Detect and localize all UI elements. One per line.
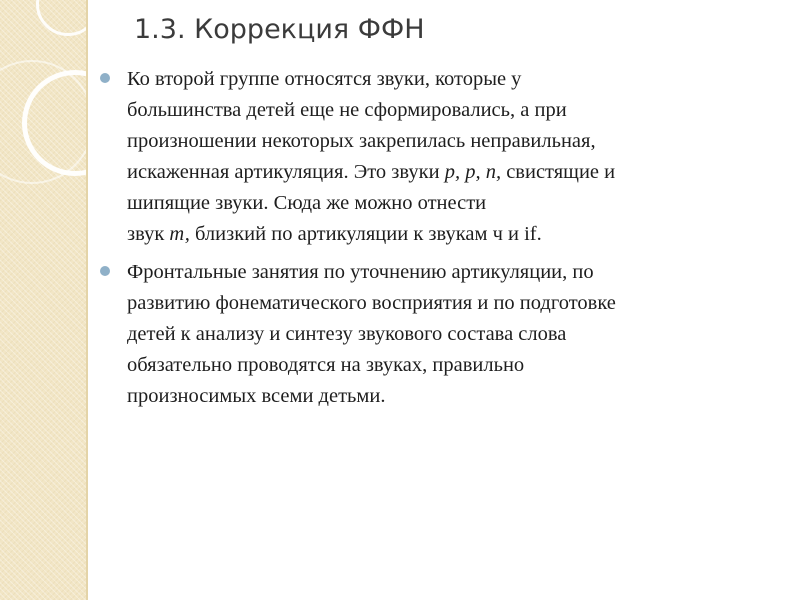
text-line — [127, 157, 792, 188]
text-line: развитию фонематического восприятия и по подготовке — [127, 292, 616, 314]
italic-sound: т, — [169, 223, 190, 245]
slide-title: 1.3. Коррекция ФФН — [134, 14, 425, 45]
text-line: обязательно проводятся на звуках, правильно — [127, 354, 525, 376]
text-line: детей к анализу и синтезу звукового состава слова — [127, 323, 567, 345]
bullet-item-sound-groups — [0, 64, 800, 250]
text-line: Фронтальные занятия по уточнению артикуляции, по — [127, 261, 594, 283]
italic-sounds: р, р, п, — [444, 161, 502, 183]
text-segment: звук — [127, 223, 170, 245]
text-line: большинства детей еще не сформировались, а при — [127, 99, 567, 121]
text-line: шипящие звуки. Сюда же можно отнести — [127, 192, 487, 214]
bullet-dot-icon — [100, 73, 110, 83]
text-segment: искаженная артикуляция. Это звуки — [127, 161, 445, 183]
text-line — [127, 219, 792, 250]
decorative-ring-small — [36, 0, 88, 36]
text-segment: близкий по артикуляции к звукам ч и if. — [189, 223, 542, 245]
text-line: Ко второй группе относятся звуки, которые у — [127, 68, 522, 90]
text-line: произношении некоторых закрепилась неправильная, — [127, 130, 596, 152]
bullet-item-frontal-lessons — [0, 257, 800, 412]
text-line: произносимых всеми детьми. — [127, 385, 386, 407]
bullet-dot-icon — [100, 266, 110, 276]
text-segment: свистящие и — [501, 161, 616, 183]
bullet-list — [0, 64, 800, 419]
